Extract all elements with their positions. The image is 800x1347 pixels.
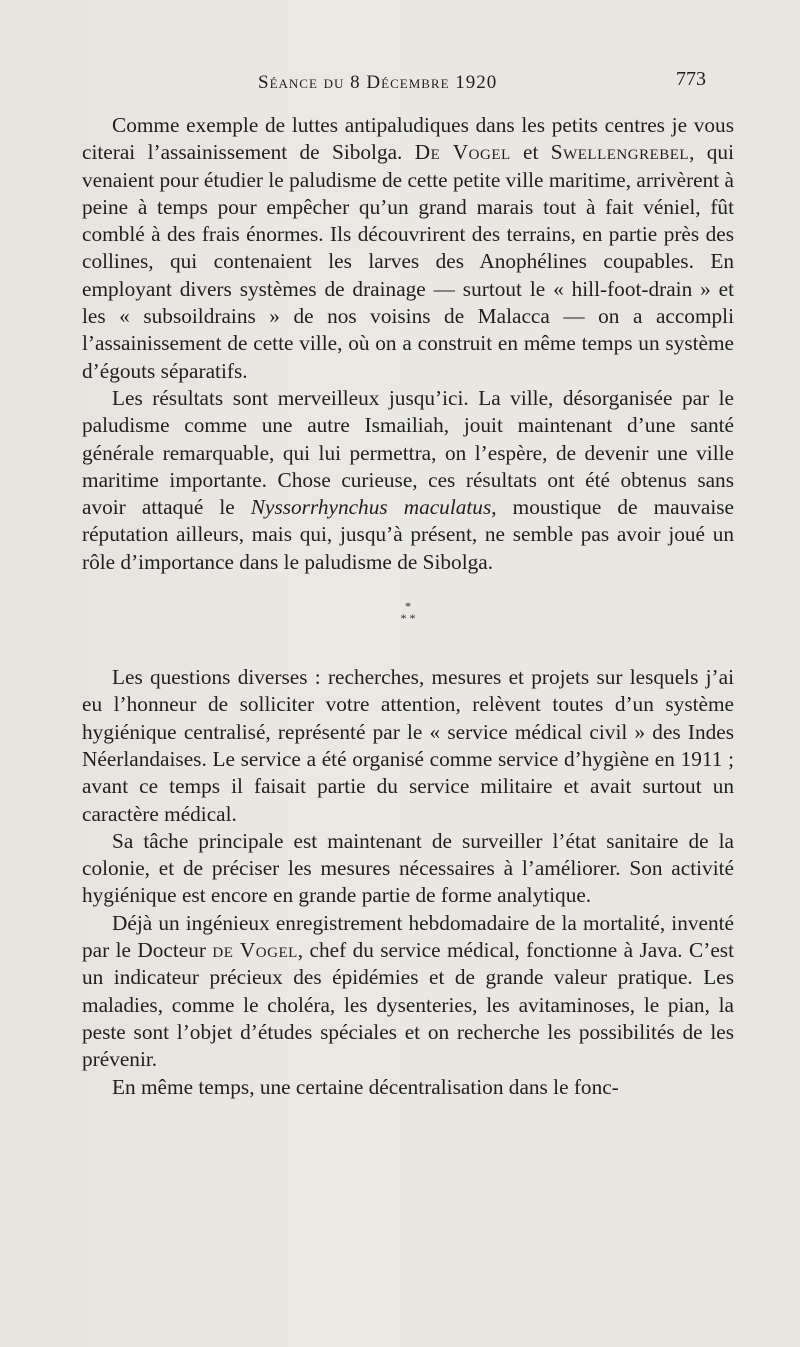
paragraph-sibolga: [82, 112, 734, 385]
author-name: Swellengrebel: [550, 140, 690, 165]
separator-star-top: *: [405, 599, 411, 614]
paragraph-questions: Les questions diverses : recherches, mesures et projets sur lesquels j’ai eu l’honneur de solliciter votre attention, relèvent toutes d’un système hygiénique centralisé, représenté par le « service médical civil » des Indes Néerlandaises. Le service a été organisé comme service d’hygiène en 1911 ; avant ce temps il faisait partie du service militaire et avait surtout un caractère médical.: [82, 665, 734, 826]
text-run: , chef du service médical, fonctionne à Java. C’est un indicateur précieux des épidémies et de grande valeur pratique. Les maladies, comme le choléra, les dysenteries, les avitaminoses, le pian, la peste sont l’objet d’études spéciales et on recherche les possibilités de les prévenir.: [82, 938, 734, 1072]
text-run: Déjà un ingénieux enregistrement hebdomadaire de la mortalité, inventé par le Docteur: [82, 910, 734, 963]
text-run: Les résultats sont merveilleux jusqu’ici. La ville, désorganisée par le paludisme comme une autre Ismailiah, jouit maintenant d’une santé générale remarquable, qui lui permettra, on l’espère, de devenir une ville maritime importante. Chose curieuse, ces résultats ont été obtenus sans avoir attaqué le: [82, 385, 734, 520]
text-run: et: [510, 140, 551, 165]
text-run: , qui venaient pour étudier le paludisme de cette petite ville maritime, arrivèrent à peine à temps pour empêcher qu’un grand marais tout à fait véniel, fût comblé à des frais énormes. Ils découvrirent des terrains, en partie près des collines, qui contenaient les larves des Anophélines coupables. En employant divers systèmes de drainage — surtout le « hill-foot-drain » et les « subsoildrains » de nos voisins de Malacca — on a accompli l’assainissement de cette ville, où on a construit en même temps un système d’égouts séparatifs.: [82, 140, 734, 383]
separator-stars-bottom: * *: [400, 611, 416, 626]
paragraph-results: [82, 385, 734, 576]
body-text: [82, 112, 734, 1101]
page-number: 773: [676, 68, 706, 90]
section-separator: [82, 600, 734, 624]
text-run: , moustique de mauvaise réputation ailleurs, mais qui, jusqu’à présent, ne semble pas avoir joué un rôle d’importance dans le paludisme de Sibolga.: [82, 495, 734, 574]
paragraph-registration: [82, 910, 734, 1074]
species-name: Nyssorrhynchus maculatus: [250, 495, 492, 520]
running-title: Séance du 8 Décembre 1920: [258, 72, 498, 93]
author-name: de Vogel: [212, 938, 298, 963]
running-head: [0, 68, 800, 98]
author-name: De Vogel: [414, 140, 511, 165]
paragraph-decentralisation: En même temps, une certaine décentralisation dans le fonc-: [112, 1074, 619, 1099]
text-run: Comme exemple de luttes antipaludiques dans les petits centres je vous citerai l’assainissement de Sibolga.: [82, 113, 734, 165]
paragraph-task: Sa tâche principale est maintenant de surveiller l’état sanitaire de la colonie, et de préciser les mesures nécessaires à l’améliorer. Son activité hygiénique est encore en grande partie de forme analytique.: [82, 828, 734, 908]
